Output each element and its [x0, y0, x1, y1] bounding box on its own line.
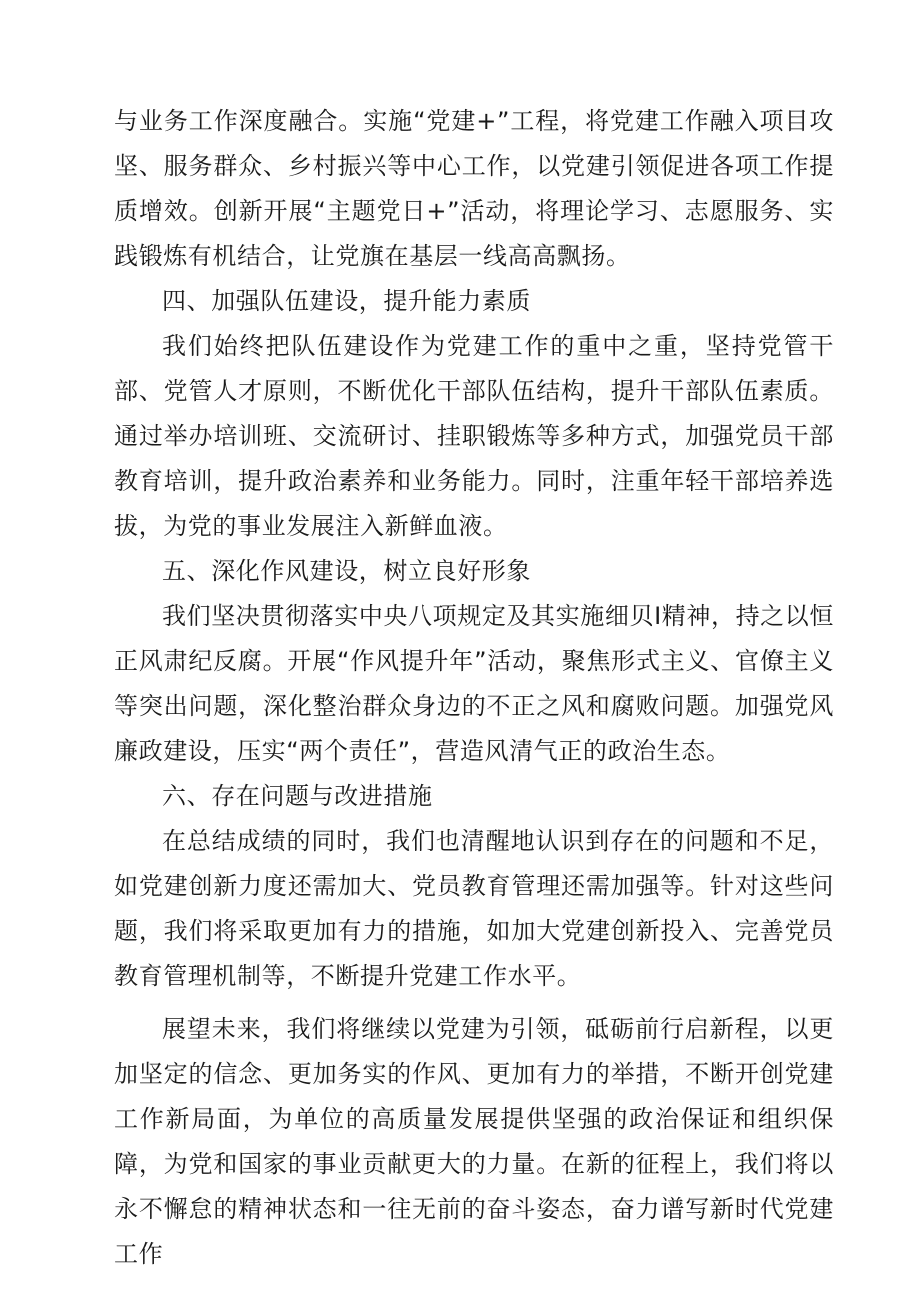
document-page — [114, 99, 834, 1277]
paragraph-team-building: 我们始终把队伍建设作为党建工作的重中之重，坚持党管干部、党管人才原则，不断优化干部队伍结构，提升干部队伍素质。通过举办培训班、交流研讨、挂职锻炼等多种方式，加强党员干部教育培训，提升政治素养和业务能力。同时，注重年轻干部培养选拔，为党的事业发展注入新鲜血液。 — [114, 332, 834, 540]
section-heading-problems-improvements: 六、存在问题与改进措施 — [162, 782, 433, 810]
section-heading-team-building: 四、加强队伍建设，提升能力素质 — [162, 287, 531, 315]
paragraph-party-building-integration: 与业务工作深度融合。实施“党建+”工程，将党建工作融入项目攻坚、服务群众、乡村振兴等中心工作，以党建引领促进各项工作提质增效。创新开展“主题党日+”活动，将理论学习、志愿服务、实践锻炼有机结合，让党旗在基层一线高高飘扬。 — [114, 107, 834, 270]
paragraph-problems-improvements: 在总结成绩的同时，我们也清醒地认识到存在的问题和不足，如党建创新力度还需加大、党员教育管理还需加强等。针对这些问题，我们将采取更加有力的措施，如加大党建创新投入、完善党员教育管理机制等，不断提升党建工作水平。 — [114, 827, 834, 990]
paragraph-spacer — [114, 999, 834, 1007]
section-heading-work-style: 五、深化作风建设，树立良好形象 — [162, 557, 531, 585]
paragraph-work-style: 我们坚决贯彻落实中央八项规定及其实施细贝I精神，持之以恒正风肃纪反腐。开展“作风提升年”活动，聚焦形式主义、官僚主义等突出问题，深化整治群众身边的不正之风和腐败问题。加强党风廉政建设，压实“两个责任”，营造风清气正的政治生态。 — [114, 602, 834, 765]
paragraph-outlook: 展望未来，我们将继续以党建为引领，砥砺前行启新程，以更加坚定的信念、更加务实的作风、更加有力的举措，不断开创党建工作新局面，为单位的高质量发展提供坚强的政治保证和组织保障，为党和国家的事业贡献更大的力量。在新的征程上，我们将以永不懈怠的精神状态和一往无前的奋斗姿态，奋力谱写新时代党建工作 — [114, 1015, 834, 1268]
